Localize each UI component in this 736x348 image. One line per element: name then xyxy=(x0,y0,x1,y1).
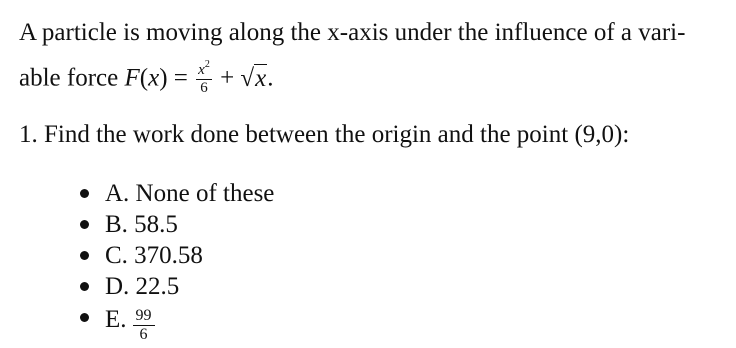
fraction-numerator-exponent: 2 xyxy=(204,59,210,70)
fraction-denominator: 6 xyxy=(139,326,148,343)
bullet-icon xyxy=(80,189,89,198)
x-squared-over-six-fraction xyxy=(196,60,212,96)
answer-option-e[interactable] xyxy=(80,304,274,343)
bullet-icon xyxy=(80,251,89,260)
answer-option-label: E. xyxy=(105,306,127,334)
bullet-icon xyxy=(80,313,89,322)
problem-intro-text: A particle is moving along the x-axis under the influence of a vari- xyxy=(19,19,686,46)
answer-options-list xyxy=(80,180,275,343)
answer-option-fraction xyxy=(133,308,155,343)
square-root-expression xyxy=(240,66,267,91)
statement-period: . xyxy=(267,64,274,92)
answer-option-label: D. 22.5 xyxy=(105,273,180,300)
problem-intro-continuation: able force xyxy=(19,64,125,92)
answer-option-a[interactable] xyxy=(80,180,274,211)
equals-sign: = xyxy=(167,64,195,92)
question-label: 1. Find the work done between the origin and the point (9,0): xyxy=(19,121,630,148)
answer-option-label: A. None of these xyxy=(105,180,275,207)
fraction-numerator: 99 xyxy=(133,308,155,326)
square-root-icon: √ xyxy=(240,64,255,92)
force-symbol: F xyxy=(124,64,140,92)
problem-statement-line-2 xyxy=(19,59,274,98)
fraction-numerator-variable: x xyxy=(198,62,205,78)
answer-option-label: C. 370.58 xyxy=(105,242,203,269)
bullet-icon xyxy=(80,282,89,291)
bullet-icon xyxy=(80,220,89,229)
problem-statement-line-1 xyxy=(19,20,685,45)
fraction-denominator: 6 xyxy=(200,80,208,96)
answer-option-d[interactable] xyxy=(80,273,274,304)
answer-option-label: B. 58.5 xyxy=(105,211,178,238)
question-text xyxy=(19,122,629,147)
answer-option-c[interactable] xyxy=(80,242,274,273)
force-argument: (x) xyxy=(139,64,168,92)
square-root-argument: x xyxy=(255,64,267,92)
plus-sign: + xyxy=(213,64,241,92)
answer-option-b[interactable] xyxy=(80,211,274,242)
